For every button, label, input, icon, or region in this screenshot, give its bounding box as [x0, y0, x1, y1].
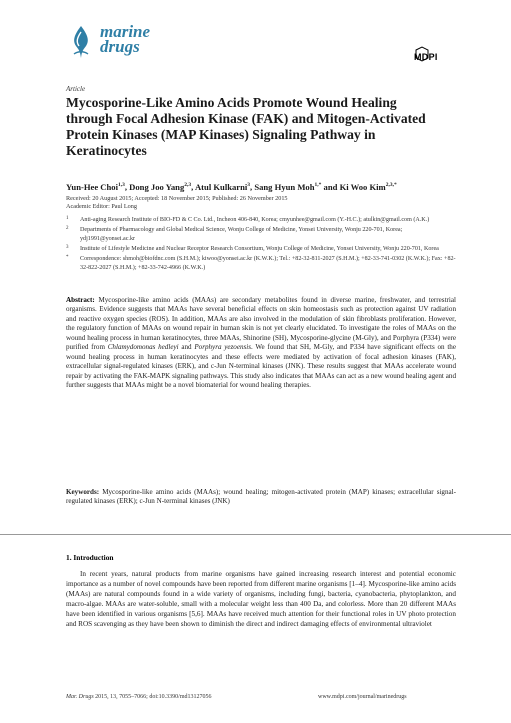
affiliation-number: 3 — [66, 244, 69, 250]
species-name: Chlamydomonas hedleyi — [107, 343, 179, 352]
footer-volume: 2015, 13, 7055–7066; doi:10.3390/md13127056 — [93, 694, 212, 700]
affiliation-text: Departments of Pharmacology and Global Medical Science, Wonju College of Medicine, Yonsei University, Wonju 220-701, Korea; ydj1991@yonsei.ac.kr — [80, 227, 403, 242]
keywords — [66, 488, 456, 507]
correspondence-text: Correspondence: shmoh@biofdnc.com (S.H.M.); kiwoo@yonsei.ac.kr (K.W.K.); Tel.: +82-32-811-2027 (S.H.M.); +82-33-741-0302 (K.W.K.); Fax: +82-32-822-2027 (S.H.M.); +82-33-742-4966 (K.W.K.) — [80, 256, 456, 271]
footer-journal: Mar. Drugs — [66, 694, 94, 700]
author-affil-mark: 3 — [247, 182, 251, 188]
author-affil-mark: 2,3 — [184, 182, 192, 188]
section-divider — [0, 534, 511, 535]
journal-logo — [66, 22, 186, 68]
section-heading: 1. Introduction — [66, 553, 114, 562]
affiliation-text: Institute of Lifestyle Medicine and Nuclear Receptor Research Consortium, Wonju College of Medicine, Yonsei University, Wonju 220-701, Korea — [80, 245, 439, 252]
affiliation-item — [66, 245, 456, 253]
affiliation-item — [66, 216, 456, 224]
author-affil-mark: 1,* — [314, 182, 322, 188]
author-name: Atul Kulkarni — [194, 181, 248, 192]
paper-title: Mycosporine-Like Amino Acids Promote Wound Healing through Focal Adhesion Kinase (FAK) and Mitogen-Activated Protein Kinases (MAP Kinases) Signaling Pathway in Keratinocytes — [66, 95, 426, 158]
footer-citation — [66, 694, 212, 700]
affiliation-item — [66, 226, 456, 242]
journal-logo-icon — [66, 24, 96, 60]
journal-name — [100, 24, 150, 54]
journal-name-line2: drugs — [100, 37, 140, 56]
keywords-label: Keywords: — [66, 488, 100, 496]
journal-name-line1: marine — [100, 22, 151, 41]
affiliations — [66, 216, 456, 274]
affiliation-number: * — [66, 255, 69, 261]
affiliation-text: Anti-aging Research Institute of BIO-FD & C Co. Ltd., Incheon 406-840, Korea; cmyunhee@gmail.com (Y.-H.C.); atulkin@gmail.com (A.K.) — [80, 217, 430, 223]
author-affil-mark: 2,3,* — [385, 182, 397, 188]
intro-paragraph: In recent years, natural products from marine organisms have gained increasing research interest and potential economic importance as a number of novel compounds have been reported from different marine organisms [1–4]. Mycosporine-like amino acids (MAAs) are natural compounds found in a wide variety of organisms, including fungi, bacteria, cyanobacteria, phytoplankton, and macro-algae. MAAs are water-soluble, small with a molecular weight less than 400 Da, and colorless. More than 20 different MAAs have been identified in various organisms [5,6]. MAAs have received much attention for their functional roles in UV photo protection and ROS scavenging as they have been shown to diminish the direct and indirect damaging effects of environmental ultraviolet — [66, 570, 456, 628]
publisher-name: MDPI — [414, 52, 438, 62]
abstract-label: Abstract: — [66, 296, 95, 304]
author-name: Ki Woo Kim — [339, 181, 386, 192]
author-name: Yun-Hee Choi — [66, 181, 118, 192]
footer-url: www.mdpi.com/journal/marinedrugs — [318, 694, 407, 700]
affiliation-number: 1 — [66, 216, 69, 221]
species-name: Porphyra yezoensis — [194, 343, 252, 352]
author-list: Yun-Hee Choi$^{1,3}$, Dong Joo Yang$^{2,3}$, Atul Kulkarni$^3$, Sang Hyun Moh$^{1,*}$ and Ki Woo Kim$^{2,3,*}$ — [66, 181, 397, 192]
author-affil-mark: 1,3 — [117, 182, 125, 188]
keywords-text: Mycosporine-like amino acids (MAAs); wound healing; mitogen-activated protein (MAP) kinases; extracellular signal-regulated kinases (ERK); c-Jun N-terminal kinases (JNK) — [66, 488, 456, 506]
correspondence-item — [66, 255, 456, 271]
author-and: and — [323, 181, 338, 192]
dates-line: Received: 20 August 2015; Accepted: 18 November 2015; Published: 26 November 2015 — [66, 195, 288, 202]
abstract-text: . We found that SH, M-Gly, and P334 have significant effects on the wound healing process in human keratinocytes and these effects were mediated by activation of focal adhesion kinases (FAK), extracellular signal-regulated kinases (ERK), and c-Jun N-terminal kinases (JNK). These results suggest that MAAs accelerate wound repair by activating the FAK-MAPK signaling pathways. This study also indicates that MAAs can act as a new wound healing agent and further suggests that MAAs might be a novel biomaterial for wound healing therapies. — [66, 343, 456, 390]
affiliation-number: 2 — [66, 226, 69, 232]
academic-editor: Academic Editor: Paul Long — [66, 203, 137, 211]
publication-dates — [66, 195, 456, 212]
abstract-text: Mycosporine-like amino acids (MAAs) are secondary metabolites found in diverse marine, freshwater, and terrestrial organisms. Evidence suggests that MAAs have several beneficial effects on skin homeostasis such as protection against UV radiation and reactive oxygen species (ROS). In addition, MAAs are also involved in the modulation of skin fibroblasts proliferation. However, the regulatory function of MAAs on wound repair in human skin is not yet clearly elucidated. To investigate the roles of MAAs on the wound healing process in human keratinocytes, three MAAs, Shinorine (SH), Mycosporine-glycine (M-Gly), and Porphyra (P334) were purified from — [66, 296, 456, 352]
author-name: Dong Joo Yang — [129, 181, 185, 192]
article-type: Article — [66, 85, 86, 93]
abstract: Abstract: Mycosporine-like amino acids (MAAs) are secondary metabolites found in diverse marine, freshwater, and terrestrial organisms. Evidence suggests that MAAs have several beneficial effects on skin homeostasis such as protection against UV radiation and reactive oxygen species (ROS). In addition, MAAs are also involved in the modulation of skin fibroblasts proliferation. However, the regulatory function of MAAs on wound repair in human skin is not yet clearly elucidated. To investigate the roles of MAAs on the wound healing process in human keratinocytes, three MAAs, Shinorine (SH), Mycosporine-glycine (M-Gly), and Porphyra (P334) were purified from Chlamydomonas hedleyi and Porphyra yezoensis. We found that SH, M-Gly, and P334 have significant effects on the wound healing process in human keratinocytes and these effects were mediated by activation of focal adhesion kinases (FAK), extracellular signal-regulated kinases (ERK), and c-Jun N-terminal kinases (JNK). These results suggest that MAAs accelerate wound repair by activating the FAK-MAPK signaling pathways. This study also indicates that MAAs can act as a new wound healing agent and further suggests that MAAs might be a novel biomaterial for wound healing therapies. — [66, 296, 456, 390]
author-name: Sang Hyun Moh — [254, 181, 315, 192]
